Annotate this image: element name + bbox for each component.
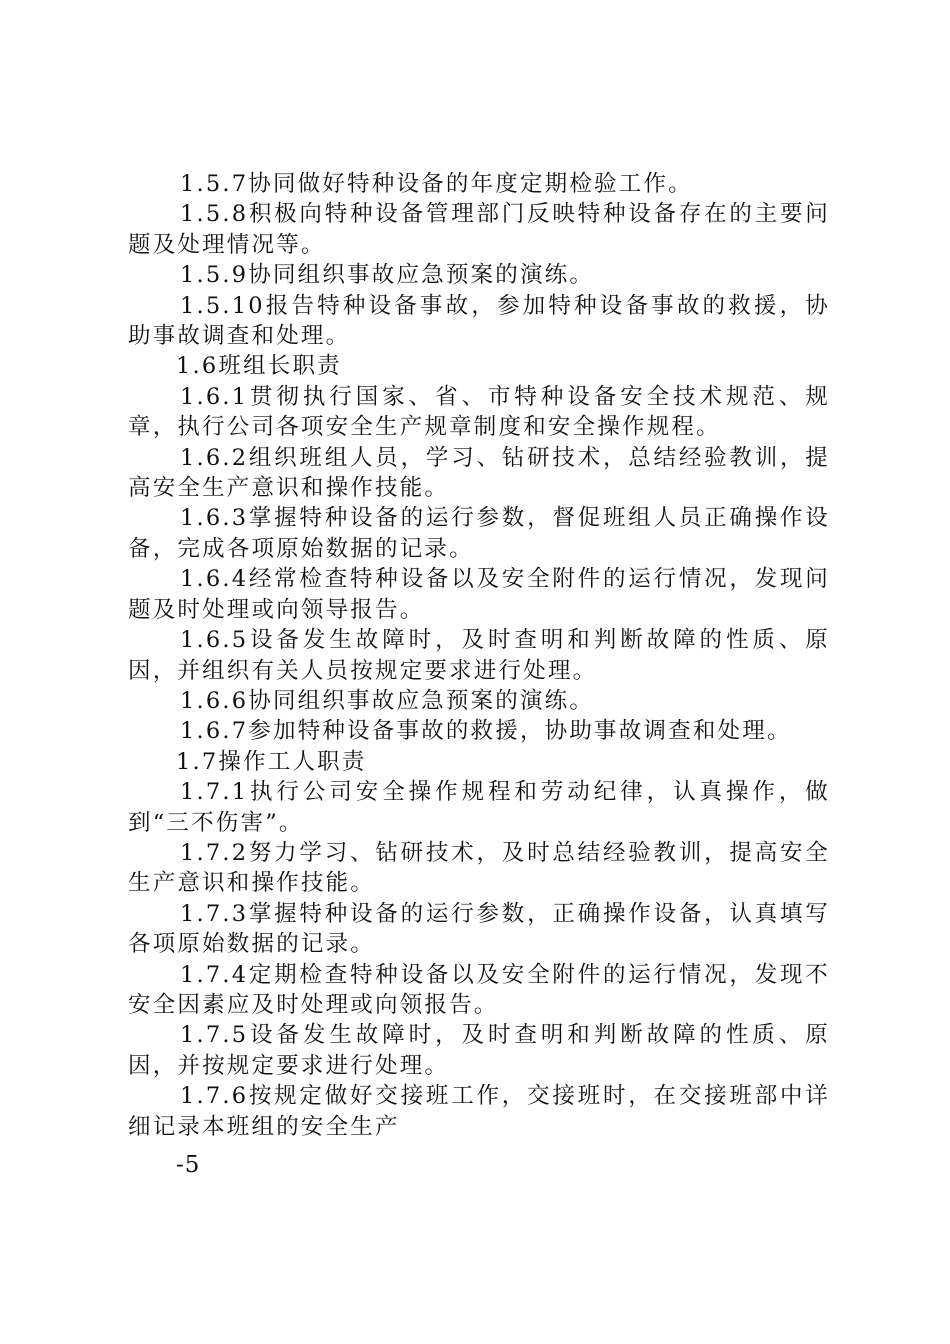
paragraph-1-7-4: 1.7.4定期检查特种设备以及安全附件的运行情况，发现不安全因素应及时处理或向领报告。	[128, 961, 830, 1018]
paragraph-1-7-1: 1.7.1执行公司安全操作规程和劳动纪律，认真操作，做到“三不伤害”。	[128, 779, 830, 836]
document-body	[128, 169, 830, 1142]
paragraph-1-7-6: 1.7.6按规定做好交接班工作，交接班时，在交接班部中详细记录本班组的安全生产	[128, 1083, 830, 1140]
paragraph-1-5-10: 1.5.10报告特种设备事故，参加特种设备事故的救援，协助事故调查和处理。	[128, 292, 830, 350]
paragraph-1-6-2: 1.6.2组织班组人员，学习、钻研技术，总结经验教训，提高安全生产意识和操作技能。	[128, 444, 830, 502]
paragraph-1-7-5: 1.7.5设备发生故障时，及时查明和判断故障的性质、原因，并按规定要求进行处理。	[128, 1022, 830, 1079]
paragraph-1-6-1: 1.6.1贯彻执行国家、省、市特种设备安全技术规范、规章，执行公司各项安全生产规章制度和安全操作规程。	[128, 383, 830, 441]
paragraph-1-6-4: 1.6.4经常检查特种设备以及安全附件的运行情况，发现问题及时处理或向领导报告。	[128, 566, 830, 623]
paragraph-1-6-3: 1.6.3掌握特种设备的运行参数，督促班组人员正确操作设备，完成各项原始数据的记录。	[128, 505, 830, 562]
paragraph-1-6-7: 1.6.7参加特种设备事故的救援，协助事故调查和处理。	[180, 718, 792, 745]
paragraph-1-6-5: 1.6.5设备发生故障时，及时查明和判断故障的性质、原因，并组织有关人员按规定要求进行处理。	[128, 627, 830, 684]
paragraph-1-7-3: 1.7.3掌握特种设备的运行参数，正确操作设备，认真填写各项原始数据的记录。	[128, 900, 830, 958]
section-heading-1-7: 1.7操作工人职责	[176, 748, 367, 775]
paragraph-1-7-2: 1.7.2努力学习、钻研技术，及时总结经验教训，提高安全生产意识和操作技能。	[128, 839, 830, 897]
paragraph-1-6-6: 1.6.6协同组织事故应急预案的演练。	[180, 687, 595, 714]
page-number: -5	[176, 1152, 201, 1178]
paragraph-1-5-7: 1.5.7协同做好特种设备的年度定期检验工作。	[180, 171, 693, 197]
paragraph-1-5-9: 1.5.9协同组织事故应急预案的演练。	[180, 262, 595, 289]
section-heading-1-6: 1.6班组长职责	[176, 353, 342, 380]
paragraph-1-5-8: 1.5.8积极向特种设备管理部门反映特种设备存在的主要问题及处理情况等。	[128, 201, 830, 258]
